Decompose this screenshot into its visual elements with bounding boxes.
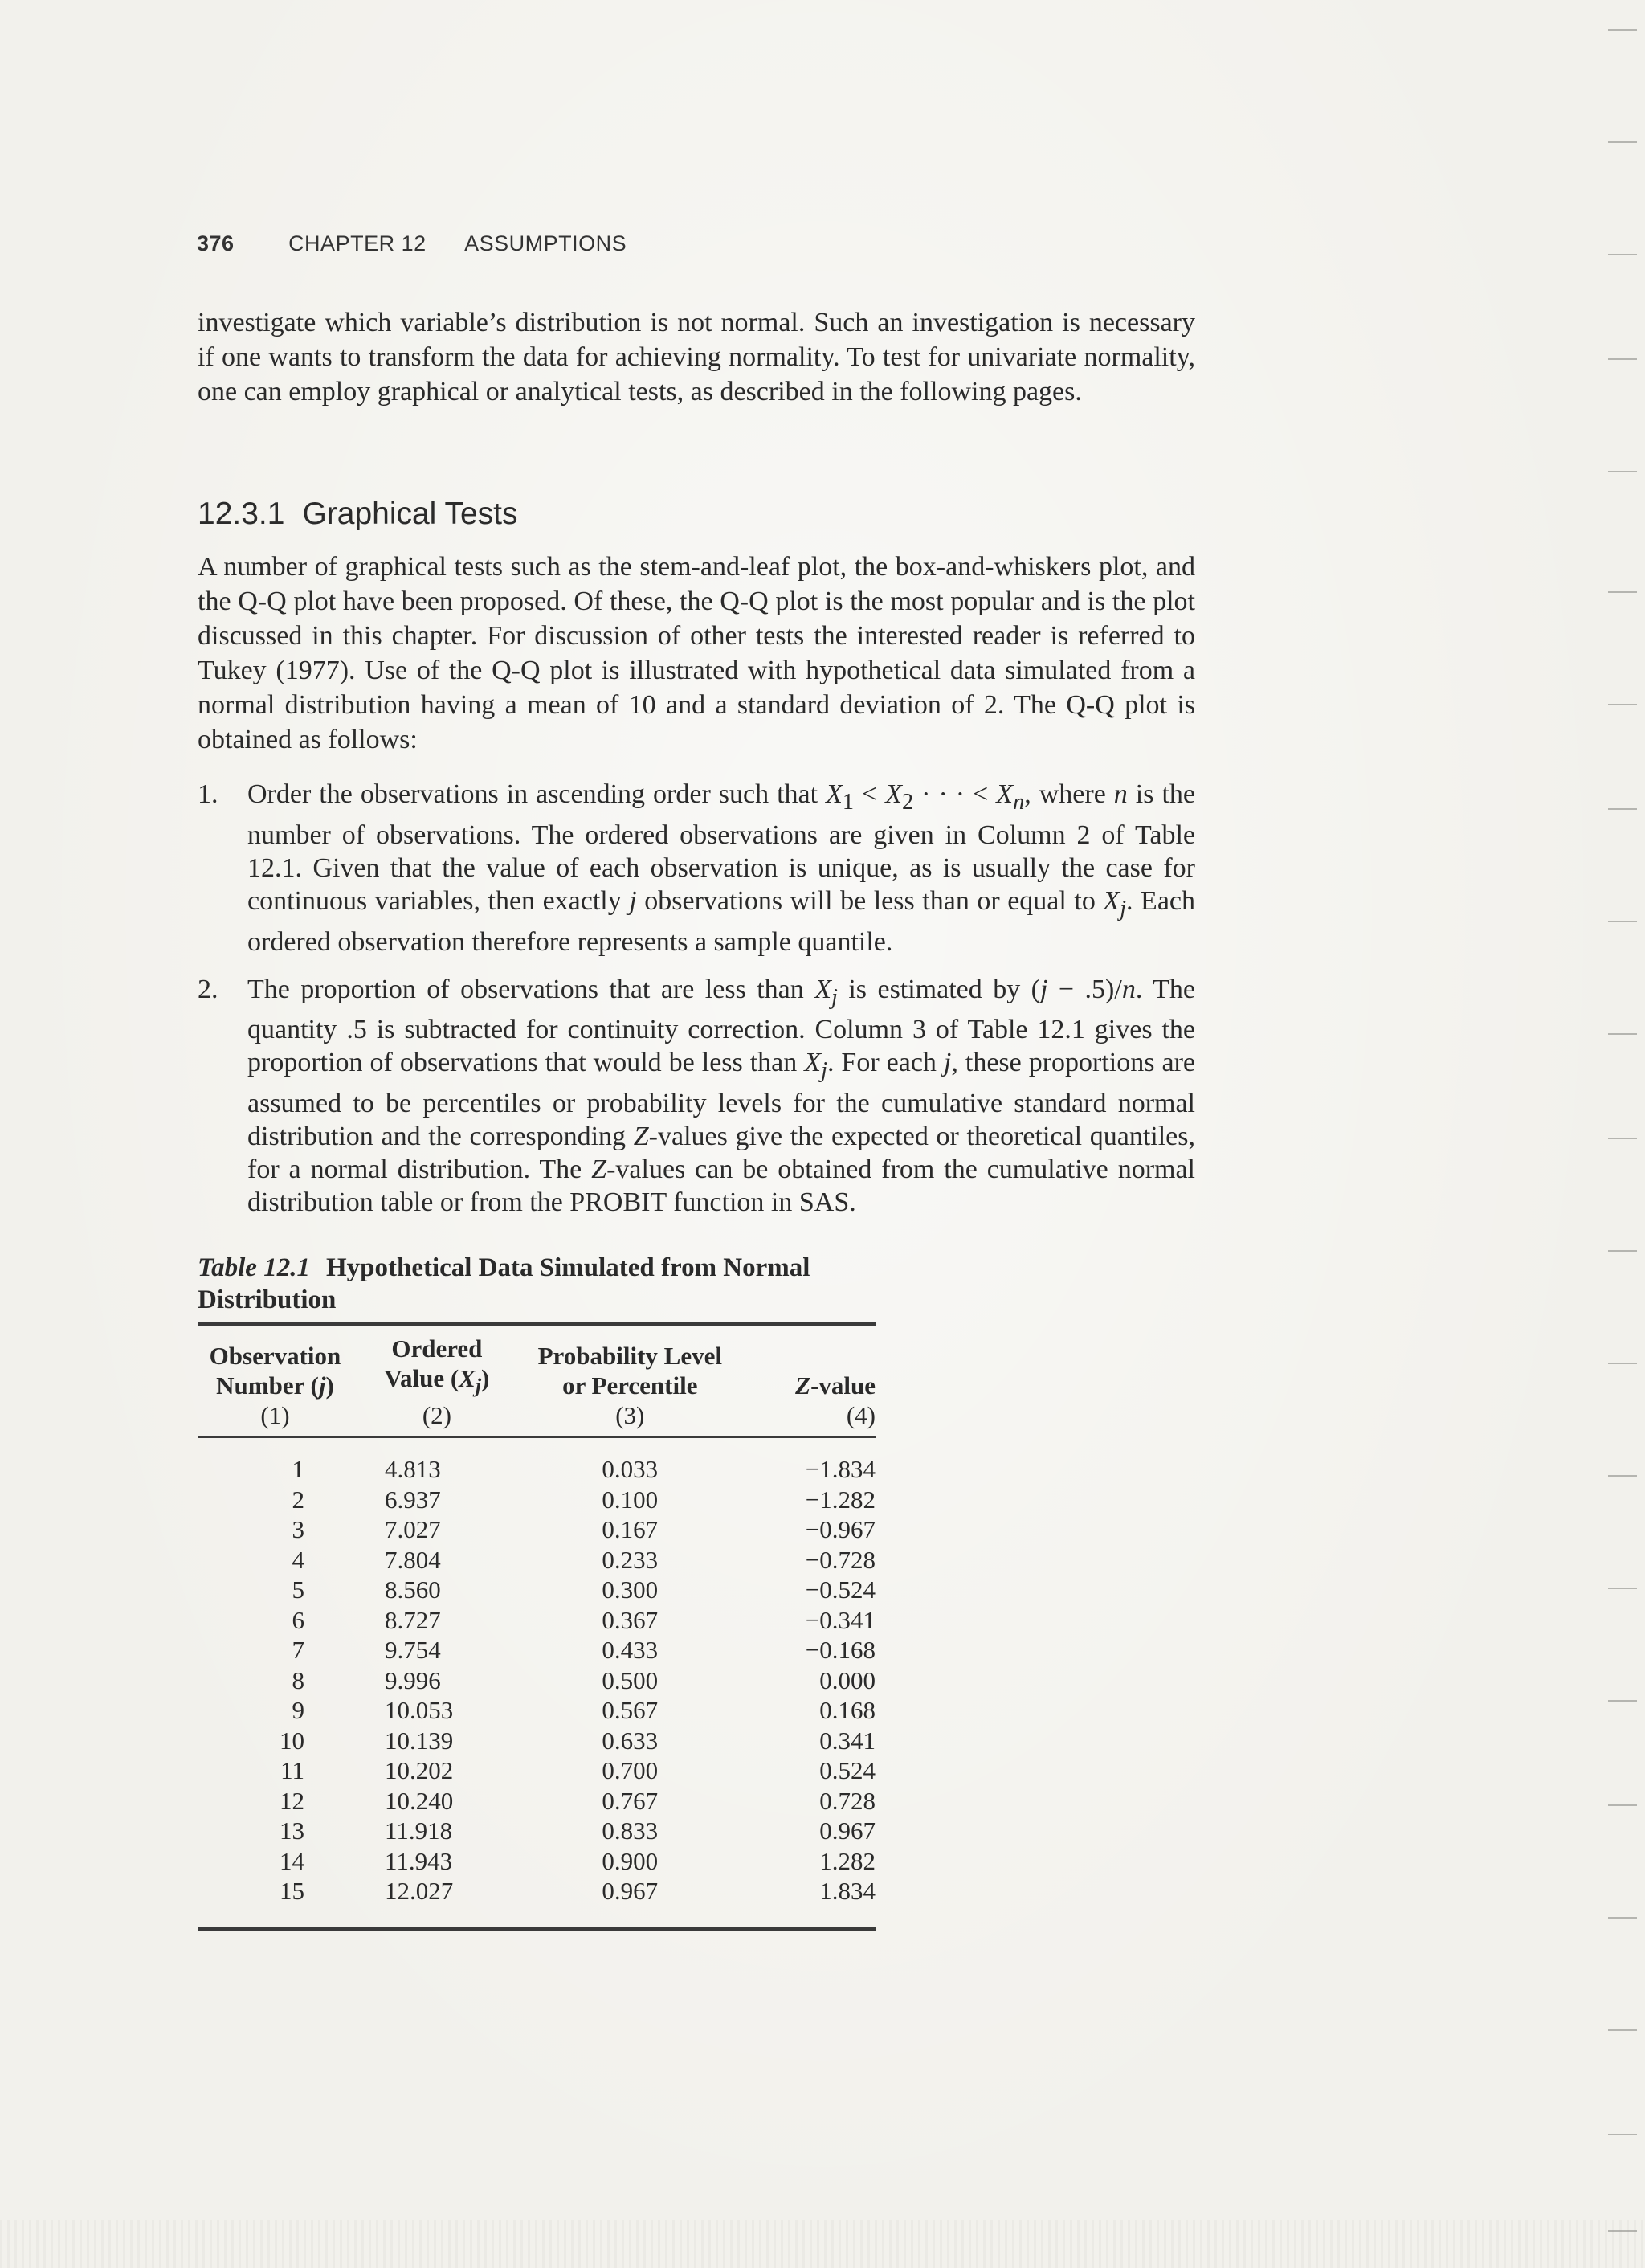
table-bottom-rule [198, 1927, 876, 1931]
table-row [198, 1575, 876, 1605]
page-edge-marks [1589, 0, 1637, 2268]
data-table [198, 1334, 876, 1906]
ordered-value-cell: 7.027 [384, 1515, 441, 1544]
observation-number-cell: 5 [292, 1575, 304, 1604]
table-body [198, 1436, 876, 1906]
ordered-value-cell: 8.727 [384, 1605, 441, 1634]
probability-level-cell: 0.767 [602, 1786, 659, 1815]
table-row [198, 1695, 876, 1726]
section-label: ASSUMPTIONS [464, 231, 627, 255]
section-number: 12.3.1 [198, 497, 285, 531]
z-value-cell: −0.168 [805, 1636, 876, 1665]
probability-level-cell: 0.367 [602, 1605, 659, 1634]
probability-level-cell: 0.833 [602, 1816, 659, 1845]
z-value-cell: −1.834 [805, 1455, 876, 1484]
table-row [198, 1605, 876, 1636]
observation-number-cell: 13 [279, 1816, 304, 1845]
ordered-value-cell: 7.804 [384, 1545, 441, 1574]
table-row [198, 1786, 876, 1816]
ordered-value-cell: 10.202 [384, 1756, 454, 1785]
observation-number-cell: 3 [292, 1515, 304, 1544]
ordered-value-cell: 6.937 [384, 1485, 441, 1514]
observation-number-cell: 7 [292, 1636, 304, 1665]
observation-number-cell: 9 [292, 1696, 304, 1725]
z-value-cell: −1.282 [805, 1485, 876, 1514]
scan-noise [0, 2220, 1645, 2268]
column-header: Observation Number (j) (1) [209, 1342, 341, 1430]
probability-level-cell: 0.567 [602, 1696, 659, 1725]
observation-number-cell: 6 [292, 1605, 304, 1634]
step-text: Order the observations in ascending order such that $X_1 < X_2$ · · · < $X_n$, where n is the number of observations. The ordered observations are given in Column 2 of Table 12.1. Given that the value of each observation is unique, as is usually the case for continuous variables, then exactly j observations will be less than or equal to $X_j$. Each ordered observation therefore represents a sample quantile. [247, 779, 1196, 957]
probability-level-cell: 0.900 [602, 1846, 659, 1875]
ordered-value-cell: 11.943 [384, 1846, 453, 1875]
ordered-value-cell: 10.053 [384, 1696, 454, 1725]
z-value-cell: −0.728 [805, 1545, 876, 1574]
observation-number-cell: 11 [280, 1756, 304, 1785]
probability-level-cell: 0.433 [602, 1636, 659, 1665]
chapter-label: CHAPTER 12 [288, 231, 427, 255]
list-item [198, 973, 1195, 1220]
z-value-cell: 1.834 [819, 1877, 876, 1906]
probability-level-cell: 0.100 [602, 1485, 659, 1514]
intro-paragraph: investigate which variable’s distribution is not normal. Such an investigation is necessary if one wants to transform the data for achieving normality. To test for univariate normality, one can employ graphical or analytical tests, as described in the following pages. [198, 308, 1195, 407]
table-header-row [198, 1334, 876, 1436]
observation-number-cell: 15 [279, 1877, 304, 1906]
z-value-cell: 0.524 [819, 1756, 876, 1785]
z-value-cell: 0.000 [819, 1665, 876, 1694]
ordered-value-cell: 4.813 [384, 1455, 441, 1484]
z-value-cell: 0.728 [819, 1786, 876, 1815]
table-title: Hypothetical Data Simulated from Normal Distribution [198, 1253, 810, 1314]
observation-number-cell: 14 [279, 1846, 304, 1875]
z-value-cell: 0.168 [819, 1696, 876, 1725]
section-paragraph: A number of graphical tests such as the stem-and-leaf plot, the box-and-whiskers plot, and the Q-Q plot have been proposed. Of these, the Q-Q plot is the most popular and is the plot discussed in this chapter. For discussion of other tests the interested reader is referred to Tukey (1977). Use of the Q-Q plot is illustrated with hypothetical data simulated from a normal distribution having a mean of 10 and a standard deviation of 2. The Q-Q plot is obtained as follows: [198, 552, 1195, 754]
table-row [198, 1436, 876, 1485]
ordered-value-cell: 10.240 [384, 1786, 454, 1815]
observation-number-cell: 4 [292, 1545, 304, 1574]
running-head [197, 231, 627, 257]
ordered-value-cell: 10.139 [384, 1726, 454, 1755]
section-title: Graphical Tests [302, 497, 518, 531]
ordered-value-cell: 9.996 [384, 1665, 441, 1694]
table-row [198, 1485, 876, 1515]
table-row [198, 1726, 876, 1756]
table-row [198, 1635, 876, 1665]
probability-level-cell: 0.300 [602, 1575, 659, 1604]
probability-level-cell: 0.233 [602, 1545, 659, 1574]
table-row [198, 1846, 876, 1877]
observation-number-cell: 2 [292, 1485, 304, 1514]
observation-number-cell: 8 [292, 1665, 304, 1694]
column-header: Probability Level or Percentile (3) [537, 1342, 722, 1430]
table-top-rule [198, 1322, 876, 1326]
probability-level-cell: 0.700 [602, 1756, 659, 1785]
ordered-value-cell: 9.754 [384, 1636, 441, 1665]
z-value-cell: −0.341 [805, 1605, 876, 1634]
z-value-cell: −0.524 [805, 1575, 876, 1604]
z-value-cell: 0.341 [819, 1726, 876, 1755]
column-header: Z-value (4) [795, 1371, 876, 1430]
ordered-value-cell: 12.027 [384, 1877, 454, 1906]
table-row [198, 1665, 876, 1696]
table-header-rule [198, 1436, 876, 1438]
ordered-value-cell: 8.560 [384, 1575, 441, 1604]
observation-number-cell: 10 [279, 1726, 304, 1755]
table-row [198, 1816, 876, 1846]
table-label: Table 12.1 [198, 1253, 310, 1282]
z-value-cell: 0.967 [819, 1816, 876, 1845]
table-row [198, 1545, 876, 1575]
page-number: 376 [197, 231, 235, 255]
table-caption [198, 1252, 880, 1316]
table-row [198, 1514, 876, 1545]
step-text: The proportion of observations that are less than $X_j$ is estimated by (j − .5)/n. The quantity .5 is subtracted for continuity correction. Column 3 of Table 12.1 gives the proportion of observations that would be less than $X_j$. For each j, these proportions are assumed to be percentiles or probability levels for the cumulative standard normal distribution and the corresponding Z-values give the expected or theoretical quantiles, for a normal distribution. The Z-values can be obtained from the cumulative normal distribution table or from the PROBIT function in SAS. [247, 974, 1196, 1218]
z-value-cell: 1.282 [819, 1846, 876, 1875]
observation-number-cell: 1 [292, 1455, 304, 1484]
list-item [198, 778, 1195, 958]
probability-level-cell: 0.500 [602, 1665, 659, 1694]
list-marker: 1. [198, 779, 218, 809]
section-heading [198, 497, 518, 532]
procedure-steps [198, 778, 1195, 1233]
probability-level-cell: 0.167 [602, 1515, 659, 1544]
z-value-cell: −0.967 [805, 1515, 876, 1544]
probability-level-cell: 0.967 [602, 1877, 659, 1906]
list-marker: 2. [198, 974, 218, 1004]
probability-level-cell: 0.633 [602, 1726, 659, 1755]
probability-level-cell: 0.033 [602, 1455, 659, 1484]
column-header: Ordered Value $(X_j)$ (2) [384, 1334, 490, 1430]
observation-number-cell: 12 [279, 1786, 304, 1815]
ordered-value-cell: 11.918 [384, 1816, 453, 1845]
table-row [198, 1876, 876, 1906]
table-row [198, 1755, 876, 1786]
